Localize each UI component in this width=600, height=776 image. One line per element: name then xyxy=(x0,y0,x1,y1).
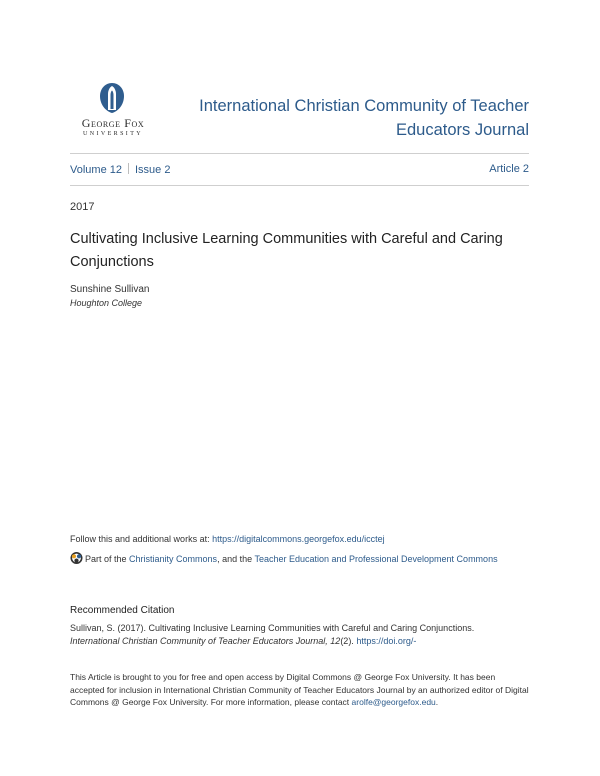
journal-title[interactable]: International Christian Community of Teacher Educators Journal xyxy=(199,97,529,139)
divider-bottom xyxy=(70,185,529,186)
part-of-prefix: Part of the xyxy=(85,554,130,564)
follow-text: Follow this and additional works at: xyxy=(70,534,213,544)
bell-tower-icon xyxy=(97,82,127,114)
logo-subname: UNIVERSITY xyxy=(83,131,143,137)
george-fox-logo[interactable] xyxy=(70,82,162,140)
issue-line xyxy=(70,163,529,176)
follow-link[interactable]: https://digitalcommons.georgefox.edu/icctej xyxy=(212,534,385,544)
article-link[interactable]: Article 2 xyxy=(489,163,529,175)
citation-text xyxy=(70,622,530,648)
access-notice xyxy=(70,671,530,709)
publication-year: 2017 xyxy=(70,201,95,213)
doi-link[interactable]: https://doi.org/- xyxy=(356,636,417,646)
volume-link[interactable]: Volume 12 xyxy=(70,164,122,176)
article-title: Cultivating Inclusive Learning Communities with Careful and Caring Conjunctions xyxy=(70,231,503,270)
issue-separator xyxy=(128,163,129,174)
author-affiliation: Houghton College xyxy=(70,298,143,308)
commons-network-icon xyxy=(70,552,83,564)
follow-line xyxy=(70,534,385,544)
citation-line: Sullivan, S. (2017). Cultivating Inclusive Learning Communities with Careful and Caring Conjunctions. xyxy=(70,623,475,633)
part-of-middle: , and the xyxy=(217,554,255,564)
notice-end: . xyxy=(435,697,439,707)
logo-name: George Fox xyxy=(81,116,145,130)
divider-top xyxy=(70,153,529,154)
notice-text: This Article is brought to you for free and open access by Digital Commons @ George Fox University. It has been accepted for inclusion in International Christian Community of Teacher Educators Journal by an authorized editor of Digital Commons @ George Fox University. For more information, please contact xyxy=(70,672,529,707)
teacher-education-commons-link[interactable]: Teacher Education and Professional Development Commons xyxy=(254,554,498,564)
part-of-line xyxy=(70,552,510,567)
citation-journal: International Christian Community of Teacher Educators Journal, 12 xyxy=(70,636,341,646)
citation-issue: (2). xyxy=(340,636,357,646)
christianity-commons-link[interactable]: Christianity Commons xyxy=(129,554,218,564)
author-name[interactable]: Sunshine Sullivan xyxy=(70,284,150,295)
contact-email-link[interactable]: arolfe@georgefox.edu xyxy=(351,697,436,707)
issue-link[interactable]: Issue 2 xyxy=(134,164,171,176)
recommended-citation-heading: Recommended Citation xyxy=(70,605,175,616)
